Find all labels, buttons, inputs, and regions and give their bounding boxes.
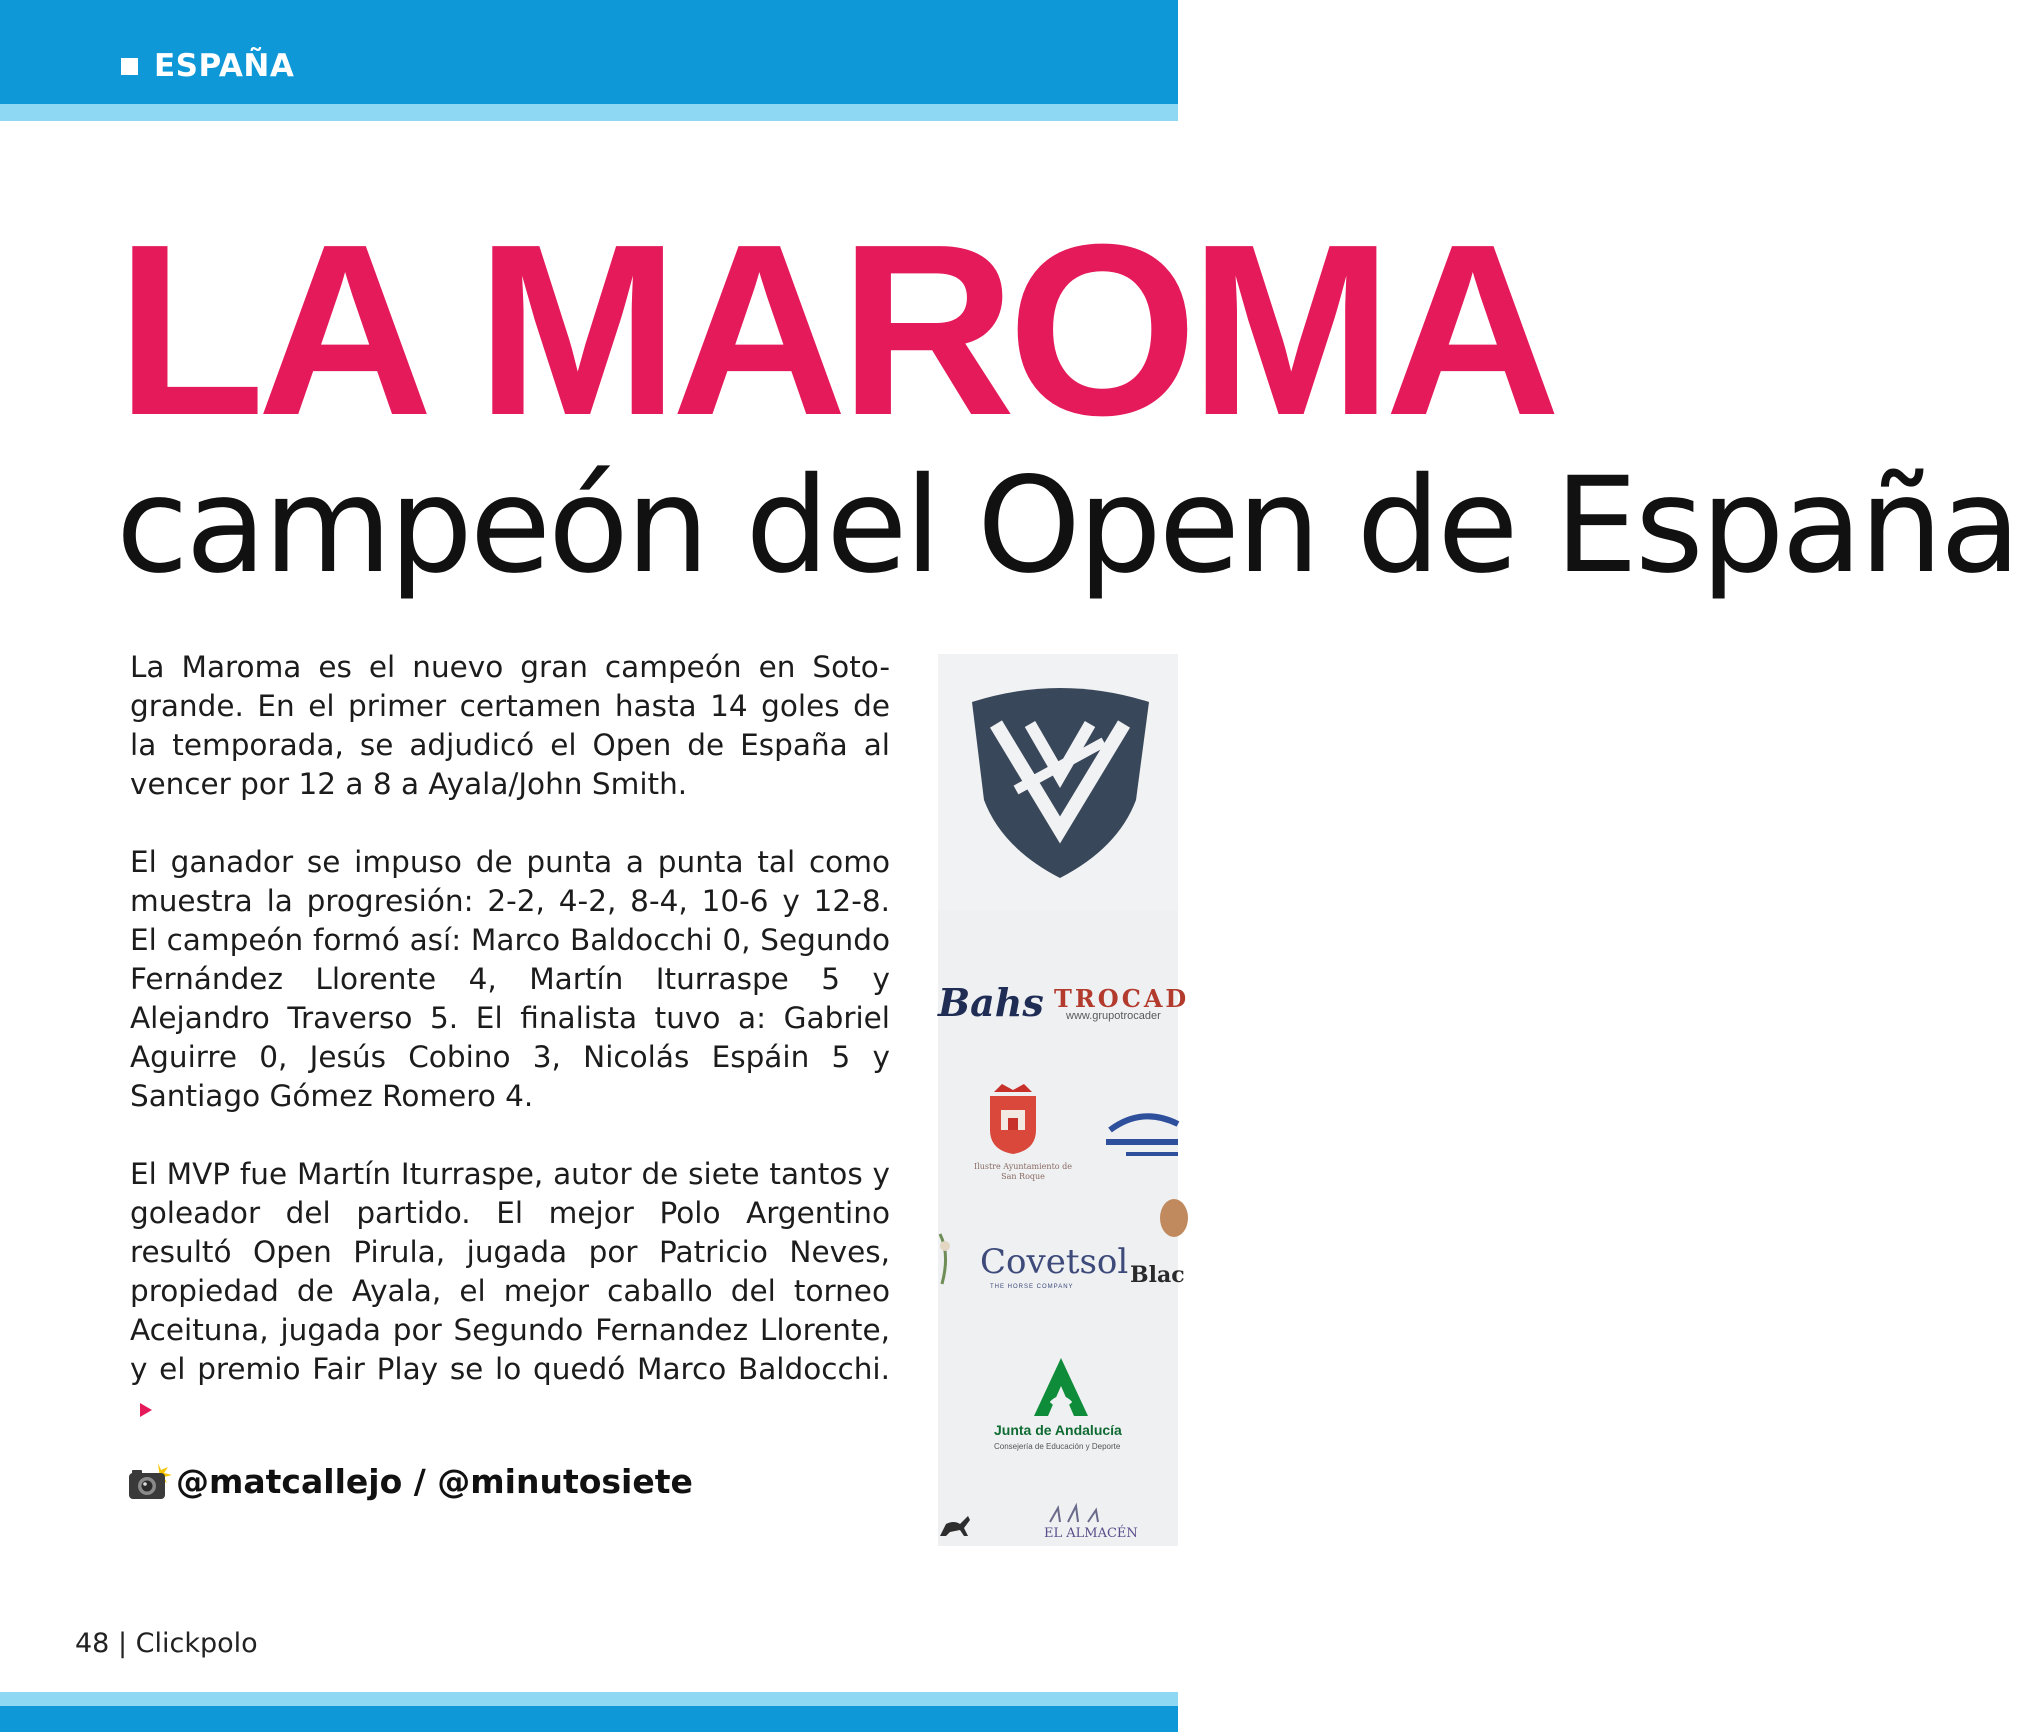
article-paragraph (130, 1155, 890, 1428)
junta-andalucia-logo-icon (1028, 1354, 1094, 1420)
headline: LA MAROMA (116, 193, 1553, 466)
plant-fragment-icon (938, 1224, 952, 1304)
flags-icon (1048, 1504, 1104, 1524)
page-footer (75, 1628, 258, 1659)
subheadline: campeón del Open de España (116, 449, 2018, 603)
section-name: ESPAÑA (154, 48, 295, 84)
sponsor-black: Blac (1130, 1262, 1185, 1288)
section-label (121, 48, 294, 84)
publication-name: Clickpolo (135, 1628, 258, 1659)
footer-separator: | (117, 1628, 136, 1659)
polo-player-silhouette-icon (938, 1510, 974, 1540)
top-header-stripe (0, 104, 1178, 121)
sponsor-almacen: EL ALMACÉN (1044, 1526, 1138, 1541)
sponsor-bahs: Bahs (938, 980, 1044, 1025)
sponsor-junta-subtitle: Consejería de Educación y Deporte (994, 1442, 1121, 1451)
sponsor-ayuntamiento: Ilustre Ayuntamiento de San Roque (973, 1162, 1072, 1181)
sponsor-wall-photo (938, 654, 1190, 1546)
sponsor-junta: Junta de Andalucía (994, 1422, 1122, 1438)
credit-handles: @matcallejo / @minutosiete (176, 1462, 693, 1501)
partial-emblem-icon (1106, 1110, 1178, 1160)
sponsor-covetsol-tagline: THE HORSE COMPANY (990, 1284, 1074, 1290)
page-number: 48 (75, 1628, 110, 1659)
camera-flash-icon (128, 1463, 172, 1501)
sponsor-trocadero: TROCAD (1054, 984, 1190, 1013)
coat-of-arms-icon (986, 1082, 1040, 1156)
sponsor-trocadero-url: www.grupotrocader (1066, 1010, 1161, 1022)
end-of-article-triangle-icon (140, 1403, 152, 1417)
article-paragraph-text: El MVP fue Martín Iturraspe, autor de siete tantos y goleador del partido. El mejor Polo Argentino resultó Open Pirula, jugada por Patricio Neves, propiedad de Ayala, el mejor caballo del torneo Aceituna, jugada por Segundo Fernandez Llorente, y el premio Fair Play se lo quedó Marco Baldocchi. (130, 1157, 890, 1386)
article-paragraph: El ganador se impuso de punta a punta tal como muestra la progresión: 2-2, 4-2, 8-4, 10-6 y 12-8. El campeón formó así: Marco Baldocchi 0, Segundo Fernández Llorente 4, Martín Iturraspe 5 y Alejandro Traverso 5. El finalista tuvo a: Gabriel Aguirre 0, Jesús Cobino 3, Nicolás Espáin 5 y Santiago Gómez Romero 4. (130, 845, 890, 1113)
bottom-band (0, 1706, 1178, 1732)
square-bullet-icon (121, 58, 138, 75)
article-body (130, 648, 890, 1467)
photo-credit (128, 1462, 693, 1501)
sponsor-covetsol: Covetsol (980, 1242, 1129, 1282)
club-shield-logo-icon (968, 680, 1153, 880)
article-paragraph: La Maroma es el nuevo gran campeón en Soto-grande. En el primer certamen hasta 14 goles de la temporada, se adjudicó el Open de España al vencer por 12 a 8 a Ayala/John Smith. (130, 650, 890, 801)
bottom-stripe (0, 1692, 1178, 1706)
trophy-fragment-icon (1152, 1198, 1178, 1240)
